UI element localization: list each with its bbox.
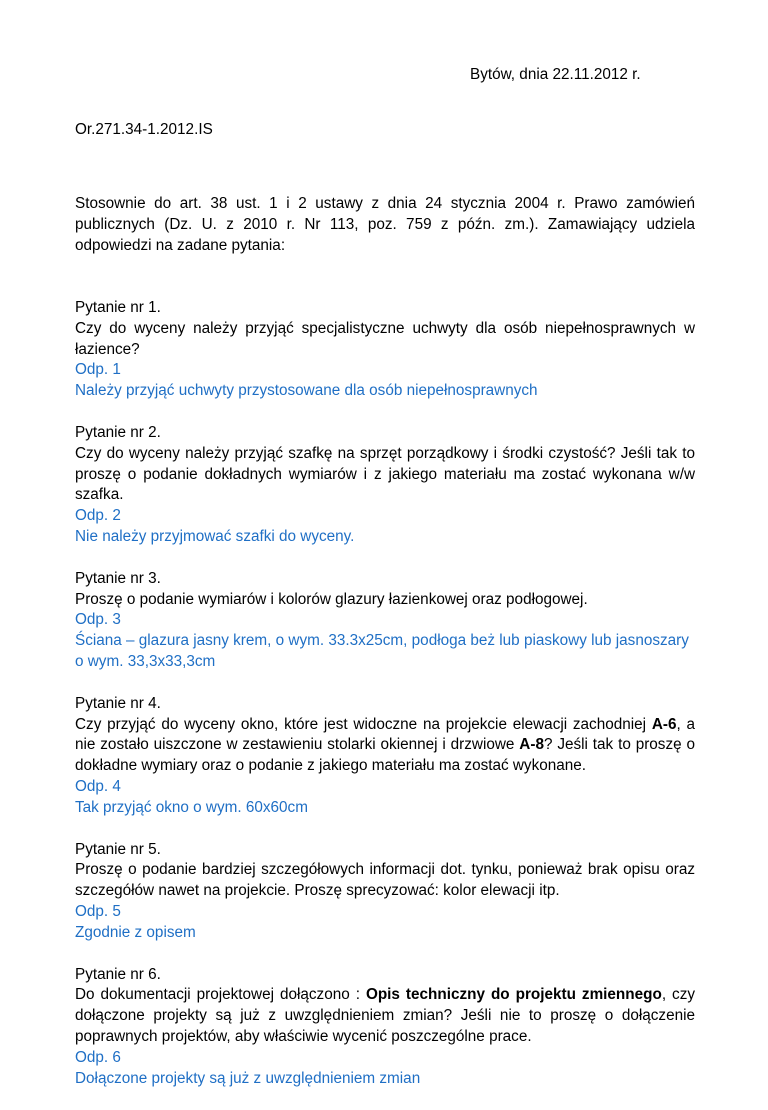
answer-text: Nie należy przyjmować szafki do wyceny.	[75, 527, 355, 545]
answer-label: Odp. 3	[75, 611, 121, 629]
answer-text: Ściana – glazura jasny krem, o wym. 33.3x25cm, podłoga beż lub piaskowy lub jasnoszary o wym. 33,3x33,3cm	[75, 632, 689, 670]
question-text	[75, 715, 695, 777]
question-text: Proszę o podanie bardziej szczegółowych informacji dot. tynku, ponieważ brak opisu oraz szczegółów nawet na projekcie. Proszę sprecyzować: kolor elewacji itp.	[75, 861, 695, 900]
question-title: Pytanie nr 3.	[75, 569, 161, 587]
question-text-part: , czy dołączone projekty są już z uwzględnieniem zmian? Jeśli nie to proszę o dołączenie poprawnych projektów, aby właściwie wycenić poszczególne prace.	[75, 986, 695, 1045]
drawing-reference: A-8	[519, 736, 544, 754]
answer-text: Dołączone projekty są już z uwzględnieniem zmian	[75, 1069, 421, 1087]
answer-text: Zgodnie z opisem	[75, 923, 196, 941]
date-line: Bytów, dnia 22.11.2012 r.	[470, 66, 641, 83]
question-title: Pytanie nr 4.	[75, 694, 161, 712]
question-text-part: Czy przyjąć do wyceny okno, które jest widoczne na projekcie elewacji zachodniej	[75, 715, 652, 733]
question-title: Pytanie nr 2.	[75, 423, 161, 441]
question-text: Czy do wyceny należy przyjąć szafkę na sprzęt porządkowy i środki czystość? Jeśli tak to proszę o podanie dokładnych wymiarów i z jakiego materiału ma zostać wykonana w/w szafka.	[75, 444, 695, 504]
question-text-part: Do dokumentacji projektowej dołączono :	[75, 986, 366, 1004]
question-title: Pytanie nr 1.	[75, 299, 161, 316]
question-block-6	[75, 965, 695, 1090]
drawing-reference: A-6	[651, 715, 677, 733]
question-block-2	[75, 423, 695, 548]
answer-label: Odp. 2	[75, 507, 121, 525]
question-block-4	[75, 694, 695, 819]
question-text-part: ? Jeśli tak to proszę o dokładne wymiary oraz o podanie z jakiego materiału ma zostać wykonane.	[75, 736, 695, 775]
question-title: Pytanie nr 5.	[75, 840, 161, 858]
answer-label: Odp. 6	[75, 1048, 121, 1066]
answer-label: Odp. 4	[75, 777, 121, 795]
intro-paragraph: Stosownie do art. 38 ust. 1 i 2 ustawy z dnia 24 stycznia 2004 r. Prawo zamówień publicznych (Dz. U. z 2010 r. Nr 113, poz. 759 z późn. zm.). Zamawiający udziela odpowiedzi na zadane pytania:	[75, 195, 695, 254]
question-block-3	[75, 569, 695, 673]
question-text: Proszę o podanie wymiarów i kolorów glazury łazienkowej oraz podłogowej.	[75, 590, 588, 608]
question-text: Czy do wyceny należy przyjąć specjalistyczne uchwyty dla osób niepełnosprawnych w łazience?	[75, 319, 695, 358]
question-block-1	[75, 298, 695, 402]
answer-label: Odp. 1	[75, 361, 121, 379]
question-text	[75, 985, 695, 1047]
answer-text: Tak przyjąć okno o wym. 60x60cm	[75, 798, 308, 816]
reference-number: Or.271.34-1.2012.IS	[75, 121, 213, 138]
answer-label: Odp. 5	[75, 902, 121, 920]
question-block-5	[75, 840, 695, 944]
document-title: Opis techniczny do projektu zmiennego	[365, 986, 662, 1004]
questions-list	[75, 298, 695, 1110]
question-text-part: , a nie zostało uiszczone w zestawieniu stolarki okiennej i drzwiowe	[75, 715, 695, 754]
question-title: Pytanie nr 6.	[75, 965, 161, 983]
answer-text: Należy przyjąć uchwyty przystosowane dla osób niepełnosprawnych	[75, 382, 538, 400]
